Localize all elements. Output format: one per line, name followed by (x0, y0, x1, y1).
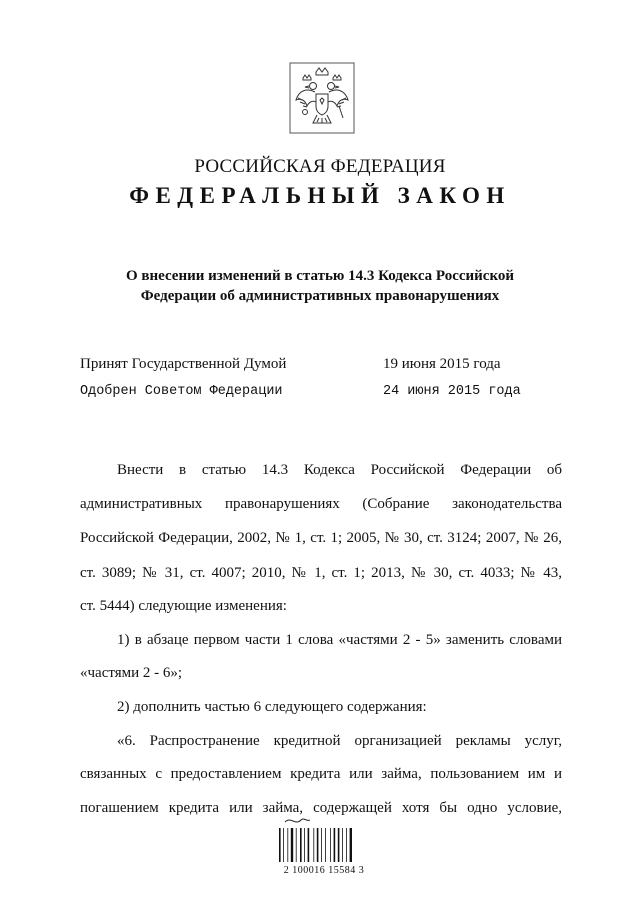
body-line: ст. 3089; № 31, ст. 4007; 2010, № 1, ст. 1; 2013, № 30, ст. 4033; № 43, (80, 565, 562, 581)
country-name: РОССИЙСКАЯ ФЕДЕРАЦИЯ (194, 156, 446, 177)
body-line: ст. 5444) следующие изменения: (80, 598, 287, 614)
law-subject (0, 266, 640, 306)
approved-by-council-date: 24 июня 2015 года (383, 384, 521, 399)
barcode-number: 2 100016 15584 3 (283, 865, 365, 876)
adopted-by-duma-date: 19 июня 2015 года (383, 356, 501, 372)
approved-by-council-label: Одобрен Советом Федерации (80, 384, 283, 399)
body-line: 1) в абзаце первом части 1 слова «частями 2 - 5» заменить словами (117, 632, 562, 648)
body-line: 2) дополнить частью 6 следующего содержания: (117, 699, 427, 715)
law-subject-line: Федерации об административных правонарушениях (140, 288, 500, 304)
body-line: «частями 2 - 6»; (80, 665, 183, 681)
body-line: Внести в статью 14.3 Кодекса Российской Федерации об (117, 462, 562, 478)
body-line: «6. Распространение кредитной организацией рекламы услуг, (117, 733, 562, 749)
coat-of-arms-icon (289, 62, 355, 134)
document-type-title: ФЕДЕРАЛЬНЫЙ ЗАКОН (129, 183, 511, 208)
body-line: связанных с предоставлением кредита или займа, пользованием им и (80, 766, 562, 782)
body-line: погашением кредита или займа, содержащей хотя бы одно условие, (80, 800, 562, 816)
law-subject-line: О внесении изменений в статью 14.3 Кодекса Российской (125, 268, 515, 284)
adopted-by-duma-label: Принят Государственной Думой (80, 356, 287, 372)
body-line: административных правонарушениях (Собрание законодательства (80, 496, 562, 512)
body-line: Российской Федерации, 2002, № 1, ст. 1; 2005, № 30, ст. 3124; 2007, № 26, (80, 530, 562, 546)
barcode-icon (277, 808, 367, 888)
